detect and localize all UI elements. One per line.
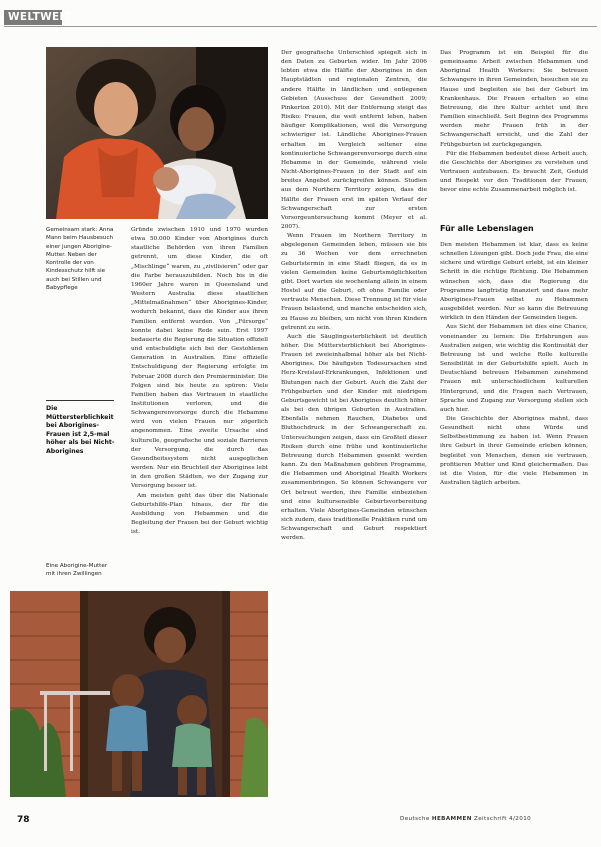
text-column-1: [131, 226, 268, 588]
paragraph: Wenn Frauen im Northern Territory in abgelegenen Gemeinden leben, müssen sie bis zu 36 Wochen vor dem errechneten Geburtstermin in eine Stadt fliegen, da es in vielen Gemeinden keine Geburtsmöglichkeiten gibt. Dort warten sie wochenlang allein in einem Hostel auf die Geburt, oft ohne Familie oder vertraute Menschen. Diese Trennung ist für viele Frauen belastend, und manche entscheiden sich, zu Hause zu bleiben, um nicht von ihren Kindern getrennt zu sein.: [281, 233, 427, 331]
paragraph: Für die Hebammen bedeutet diese Arbeit auch, die Geschichte der Aborigines zu verstehen und Vertrauen aufzubauen. Es braucht Zeit, Geduld und Respekt vor den Traditionen der Frauen, bevor eine echte Zusammenarbeit möglich ist.: [440, 150, 588, 194]
paragraph: Auch die Säuglingssterblichkeit ist deutlich höher. Die Müttersterblichkeit bei Aborigines-Frauen ist zweieinhalbmal höher als bei Nicht-Aborigines. Die häufigsten Todesursachen sind Herz-Kreislauf-Erkrankungen, Infektionen und Blutungen nach der Geburt. Auch die Zahl der Frühgeburten und der Kinder mit niedrigem Geburtsgewicht ist bei Aborigines deutlich höher als bei den übrigen Geburten in Australien. Ebenfalls nehmen Rauchen, Diabetes und Bluthochdruck in der Schwangerschaft zu. Untersuchungen zeigen, dass ein Großteil dieser Risiken durch eine frühe und kontinuierliche Betreuung durch Hebammen gesenkt werden kann. Zu den Maßnahmen gehören Programme, die Hebammen und Aboriginal Health Workers zusammenbringen. So können Schwangere vor Ort betreut werden, ihre Familie einbeziehen und eine kultursensible Geburtsvorbereitung erhalten. Viele Aborigines-Gemeinden wünschen sich zudem, dass traditionelle Praktiken rund um Schwangerschaft und Geburt respektiert werden.: [281, 333, 427, 542]
footer-publication-prefix: Deutsche: [400, 816, 430, 822]
subheading: Für alle Lebenslagen: [440, 224, 534, 233]
photo-midwife-with-mother: [46, 47, 268, 219]
text-column-3-top: [440, 49, 588, 213]
text-column-3-bottom: [440, 241, 588, 789]
paragraph: Das Programm ist ein Beispiel für die gemeinsame Arbeit zwischen Hebammen und Aboriginal Health Workers: Sie betreuen Schwangere in ihren Gemeinden, besuchen sie zu Hause und begleiten sie bei der Geburt im Krankenhaus. Die Frauen erhalten so eine Betreuung, die ihre Kultur achtet und ihre Familien einschließt. Seit Beginn des Programms werden mehr Frauen früh in der Schwangerschaft erreicht, und die Zahl der Frühgeburten ist zurückgegangen.: [440, 50, 588, 148]
paragraph: Am meisten geht das über die Nationale Geburtshilfe-Plan hinaus, der für die Ausbildung von Hebammen und die Begleitung der Frauen bei der Geburt wichtig ist.: [131, 492, 268, 536]
footer-brand: HEBAMMEN: [431, 816, 472, 822]
section-label: WELTWEIT: [8, 11, 72, 23]
footer-issue: Zeitschrift 4/2010: [473, 816, 532, 822]
paragraph: Gründe zwischen 1910 und 1970 wurden etwa 50.000 Kinder von Aborigines durch staatliche Behörden von ihren Familien getrennt, um diese Kinder, die oft „Mischlinge“ waren, zu „zivilisieren“ oder gar die Farbe herauszubilden. Noch bis in die 1960er Jahre waren in Queensland und Western Australia diese staatlichen „Mittelmaßnahmen“ über Aborigines-Kinder, wodurch bekannt, dass die Kinder aus ihren Familien entfernt wurden. Von „Fürsorge“ konnte dabei keine Rede sein. Erst 1997 bedauerte die Regierung die Situation offiziell und entschuldigte sich bei der Gestohlenen Generation in Australien. Eine offizielle Entschuldigung der Regierung erfolgte im Februar 2008 durch den Premierminister. Die Folgen sind bis heute zu spüren: Viele Familien haben das Vertrauen in staatliche Institutionen verloren, und die Schwangerenvorsorge durch die Hebamme wird von vielen Frauen nur zögerlich angenommen. Eine zweite Ursache sind kulturelle, geografische und soziale Barrieren der Versorgung, die durch das Gesundheitssystem nicht ausgeglichen werden. Nur ein Bruchteil der Aborigines lebt in den großen Städten, wo der Zugang zur Versorgung besser ist.: [131, 227, 268, 490]
photo-mother-with-twins: [10, 591, 268, 797]
pullquote: Die Müttersterblichkeit bei Aborigines-Frauen ist 2,5-mal höher als bei Nicht-Aborigines: [46, 405, 115, 455]
footer-publication: [400, 816, 531, 822]
text-column-2: [281, 49, 427, 789]
photo-caption-bottom: Eine Aborigine-Mutter mit ihren Zwillingen: [46, 563, 108, 578]
pullquote-rule-top: [46, 400, 114, 401]
paragraph: Die Geschichte der Aborigines mahnt, dass Gesundheit nicht ohne Würde und Selbstbestimmung zu haben ist. Wenn Frauen ihre Geburt in ihrer Gemeinde erleben können, begleitet von Menschen, denen sie vertrauen, profitieren Mutter und Kind gleichermaßen. Das ist die Vision, für die viele Hebammen in Australien täglich arbeiten.: [440, 415, 588, 487]
paragraph: Den meisten Hebammen ist klar, dass es keine schnellen Lösungen gibt. Doch jede Frau, die eine sichere und würdige Geburt erlebt, ist ein kleiner Schritt in die richtige Richtung. Die Hebammen wünschen sich, dass die Regierung die Programme langfristig finanziert und dass mehr Aborigines-Frauen selbst zu Hebammen ausgebildet werden. Nur so kann die Betreuung wirklich in den Händen der Gemeinden liegen.: [440, 242, 588, 322]
photo-caption-top: Gemeinsam stark: Anna Mann beim Hausbesuch einer jungen Aborigine-Mutter. Neben der Kontrolle der von Kindesschutz hilft sie auch bei Stillen und Babypflege: [46, 227, 114, 292]
top-rule: [4, 26, 597, 27]
page-number: 78: [17, 815, 30, 825]
paragraph: Aus Sicht der Hebammen ist dies eine Chance, voneinander zu lernen: Die Erfahrungen aus Australien zeigen, wie wichtig die Kontinuität der Betreuung ist und welche Rolle kulturelle Sensibilität in der Geburtshilfe spielt. Auch in Deutschland betreuen Hebammen zunehmend Frauen mit unterschiedlichem kulturellen Hintergrund, und die Fragen nach Vertrauen, Sprache und Zugang zur Versorgung stellen sich auch hier.: [440, 324, 588, 413]
paragraph: Der geografische Unterschied spiegelt sich in den Daten zu Geburten wider. Im Jahr 2006 lebten etwa die Hälfte der Aborigines in den Hauptstädten und regionalen Zentren, die andere Hälfte in ländlichen und entlegenen Gebieten (Ausschuss der Gesundheit 2009; Pinkerton 2010). Mit der Entfernung steigt das Risiko: Frauen, die weit entfernt leben, haben häufiger Komplikationen, weil die Versorgung schwieriger ist. Ländliche Aborigines-Frauen erhalten im Vergleich seltener eine kontinuierliche Schwangerenvorsorge durch eine Hebamme in der Gemeinde, während viele Nicht-Aborigines-Frauen in der Stadt auf ein breites Angebot zurückgreifen können. Studien aus dem Northern Territory zeigen, dass die Hälfte der Frauen erst im späten Verlauf der Schwangerschaft zur ersten Vorsorgeuntersuchung kommt (Meyer et al. 2007).: [281, 50, 427, 230]
